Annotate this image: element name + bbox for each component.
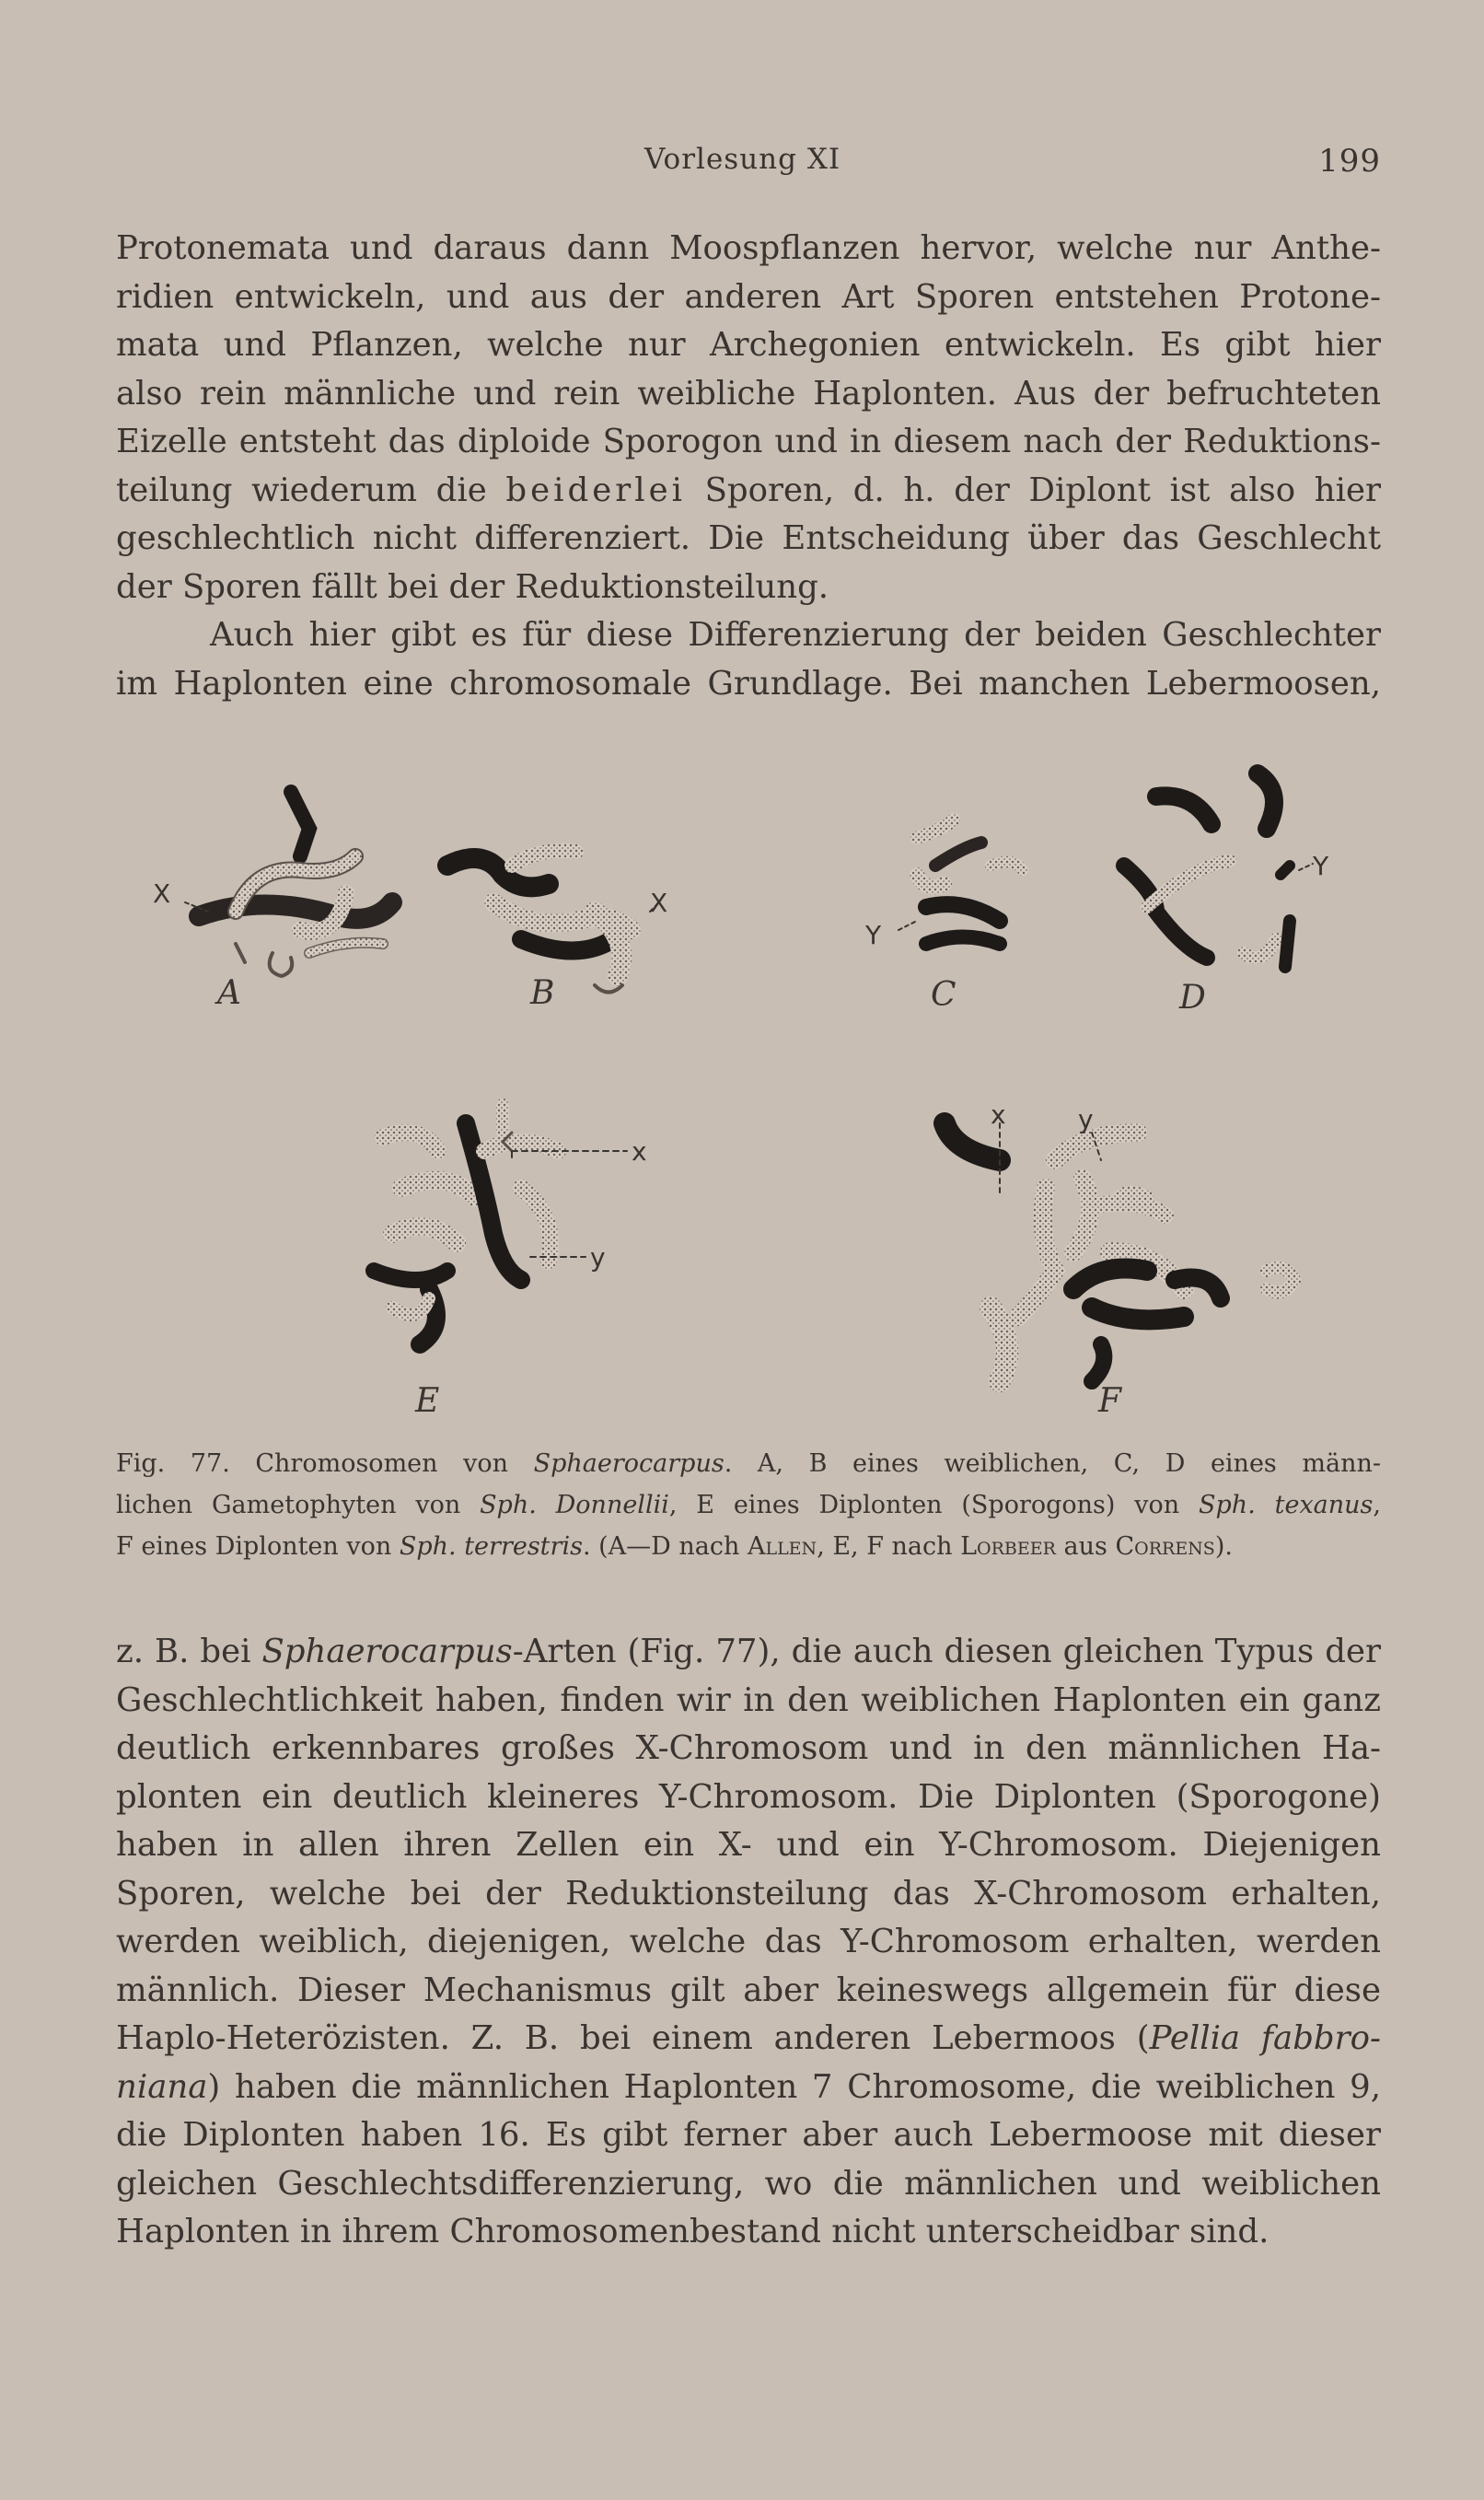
text-line: Protonemata und daraus dann Moospflanzen hervor, welche nur Anthe- bbox=[116, 229, 1381, 267]
text-line: Eizelle entsteht das diploide Sporogon und in diesem nach der Reduktions- bbox=[116, 423, 1381, 460]
text-line: Auch hier gibt es für diese Differenzierung der beiden Geschlechter bbox=[210, 616, 1381, 654]
panel-label-e: E bbox=[415, 1382, 440, 1420]
text-line: der Sporen fällt bei der Reduktionsteilung. bbox=[116, 567, 829, 606]
caption-line: F eines Diplonten von Sph. terrestris. (A—D nach Allen, E, F nach Lorbeer aus Correns). bbox=[116, 1532, 1233, 1561]
marker-y-e: y bbox=[590, 1242, 606, 1273]
figure-77 bbox=[116, 755, 1381, 1427]
marker-y-d: Y bbox=[1313, 851, 1329, 881]
text-line: deutlich erkennbares großes X-Chromosom und in den männlichen Ha- bbox=[116, 1729, 1381, 1767]
text-line: plonten ein deutlich kleineres Y-Chromosom. Die Diplonten (Sporogone) bbox=[116, 1777, 1381, 1816]
text-line: teilung wiederum die beiderlei Sporen, d. h. der Diplont ist also hier bbox=[116, 471, 1381, 509]
running-head bbox=[0, 143, 1484, 189]
chromosome-group-e bbox=[374, 1105, 627, 1344]
panel-label-d: D bbox=[1179, 979, 1206, 1017]
marker-y-f: y bbox=[1078, 1104, 1094, 1134]
text-line: männlich. Dieser Mechanismus gilt aber keineswegs allgemein für diese bbox=[116, 1971, 1381, 2009]
panel-label-a: A bbox=[217, 974, 241, 1012]
caption-line: lichen Gametophyten von Sph. Donnellii, E eines Diplonten (Sporogons) von Sph. texanus, bbox=[116, 1491, 1382, 1519]
marker-y-c: Y bbox=[865, 920, 882, 950]
text-line: Haplonten in ihrem Chromosomenbestand nicht unterscheidbar sind. bbox=[116, 2213, 1270, 2250]
paragraph-3 bbox=[116, 1628, 1381, 2257]
panel-label-f: F bbox=[1098, 1382, 1121, 1420]
marker-x-b: X bbox=[650, 888, 668, 918]
text-line: geschlechtlich nicht differenziert. Die Entscheidung über das Geschlecht bbox=[116, 519, 1381, 557]
text-line: Geschlechtlichkeit haben, finden wir in den weiblichen Haplonten ein ganz bbox=[116, 1680, 1381, 1719]
text-line: gleichen Geschlechtsdifferenzierung, wo die männlichen und weiblichen bbox=[116, 2164, 1381, 2203]
emphasis: beiderlei bbox=[505, 471, 686, 509]
chromosome-group-a bbox=[185, 792, 392, 976]
marker-x-f: x bbox=[991, 1099, 1006, 1130]
text-line: werden weiblich, diejenigen, welche das Y-Chromosom erhalten, werden bbox=[116, 1923, 1381, 1960]
page-number: 199 bbox=[1318, 143, 1381, 180]
caption-line: Fig. 77. Chromosomen von Sphaerocarpus. A, B eines weiblichen, C, D eines männ- bbox=[116, 1449, 1381, 1478]
panel-label-c: C bbox=[931, 976, 956, 1014]
paragraph-2 bbox=[116, 611, 1381, 708]
panel-label-b: B bbox=[530, 974, 555, 1012]
paragraph-1 bbox=[116, 225, 1381, 611]
marker-x-a: X bbox=[153, 878, 171, 909]
chromosome-group-d bbox=[1124, 773, 1313, 967]
figure-caption bbox=[116, 1443, 1381, 1567]
chromosome-drawings bbox=[116, 755, 1381, 1427]
text-line: ridien entwickeln, und aus der anderen Art Sporen entstehen Protone- bbox=[116, 277, 1381, 316]
text-line: Haplo-Heterözisten. Z. B. bei einem anderen Lebermoos (Pellia fabbro- bbox=[116, 2019, 1381, 2057]
text-line: also rein männliche und rein weibliche Haplonten. Aus der befruchteten bbox=[116, 374, 1381, 413]
chapter-title: Vorlesung XI bbox=[644, 143, 841, 176]
text-line: haben in allen ihren Zellen ein X- und ein Y-Chromosom. Diejenigen bbox=[116, 1826, 1381, 1864]
chromosome-group-b bbox=[447, 851, 659, 993]
text-line: Sporen, welche bei der Reduktionsteilung das X-Chromosom erhalten, bbox=[116, 1874, 1381, 1913]
text-line: mata und Pflanzen, welche nur Archegonien entwickeln. Es gibt hier bbox=[116, 326, 1381, 364]
text-line: die Diplonten haben 16. Es gibt ferner aber auch Lebermoose mit dieser bbox=[116, 2116, 1381, 2154]
text-line: niana) haben die männlichen Haplonten 7 Chromosome, die weiblichen 9, bbox=[116, 2067, 1381, 2106]
chromosome-group-f bbox=[945, 1123, 1294, 1381]
marker-x-e: x bbox=[632, 1136, 647, 1167]
text-line: z. B. bei Sphaerocarpus-Arten (Fig. 77), die auch diesen gleichen Typus der bbox=[116, 1633, 1381, 1670]
chromosome-group-c bbox=[899, 820, 1023, 944]
text-line: im Haplonten eine chromosomale Grundlage. Bei manchen Lebermoosen, bbox=[116, 664, 1381, 703]
